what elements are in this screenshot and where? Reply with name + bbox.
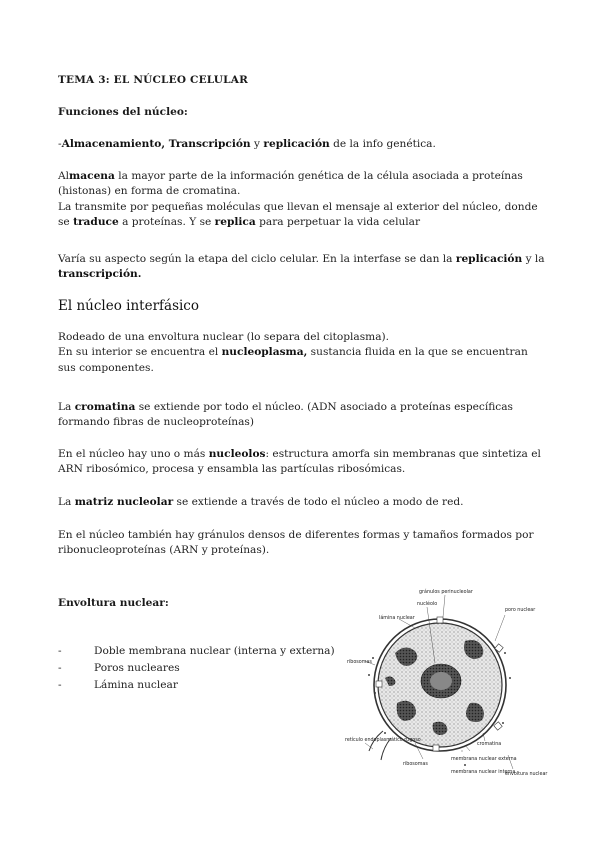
page-title: TEMA 3: EL NÚCLEO CELULAR [58, 74, 249, 86]
label-nucleolo: nucléolo [417, 602, 438, 607]
text: En el núcleo hay uno o más [58, 448, 209, 460]
bold-text: traduce [73, 216, 119, 229]
heading-funciones: Funciones del núcleo: [58, 106, 188, 118]
text: a proteínas. Y se [118, 216, 215, 229]
text: se extiende por todo el núcleo. (ADN asociado a proteínas específicas formando fibras de nucleoproteínas) [58, 401, 513, 429]
text: La transmite por pequeñas moléculas que llevan el mensaje al exterior del núcleo, donde se [58, 200, 538, 229]
list-dash: - [58, 679, 62, 691]
text: Rodeado de una envoltura nuclear (lo separa del citoplasma). [58, 331, 390, 343]
text: y [250, 138, 264, 150]
text: : estructura amorfa sin membranas que sintetiza el ARN ribosómico, procesa y ensambla las partículas ribosómicas. [58, 448, 541, 476]
list-item-text: Doble membrana nuclear (interna y externa) [94, 645, 335, 657]
label-envoltura: envoltura nuclear [505, 772, 548, 777]
bold-text: cromatina [74, 401, 136, 413]
paragraph-granulos: En el núcleo también hay gránulos densos de diferentes formas y tamaños formados por ribonucleoproteínas (ARN y proteínas). [58, 529, 534, 557]
text: y la [522, 253, 545, 265]
label-cromatina: cromatina [477, 742, 502, 747]
text: Varía su aspecto según la etapa del ciclo celular. En la interfase se dan la [58, 253, 456, 265]
list-dash: - [58, 662, 62, 674]
bold-text: replicación [455, 253, 523, 265]
text: para perpetuar la vida celular [255, 216, 421, 229]
text: La [58, 401, 75, 413]
bold-text: matriz nucleolar [74, 496, 174, 508]
paragraph-nucleolos [58, 447, 546, 478]
label-membrana-externa: membrana nuclear externa [451, 757, 517, 762]
paragraph-varia [58, 252, 546, 283]
text: se extiende a través de todo el núcleo a modo de red. [173, 496, 464, 508]
bold-text: , [161, 138, 169, 150]
label-ribosomas-2: ribosomas [403, 762, 428, 767]
heading-nucleo-interfasico: El núcleo interfásico [58, 298, 199, 314]
list-item [58, 643, 338, 660]
bold-text: macena [69, 170, 115, 182]
nucleolus [421, 664, 461, 698]
paragraph-almacena [58, 169, 546, 231]
label-membrana-interna: membrana nuclear interna [451, 770, 516, 775]
label-ribosomas: ribosomas [347, 660, 372, 665]
paragraph-matriz [58, 495, 546, 510]
list-item [58, 660, 338, 677]
bold-text: Transcripción [168, 138, 251, 150]
paragraph-funciones-list [58, 137, 546, 152]
list-dash: - [58, 645, 62, 657]
bold-text: replicación [263, 138, 330, 150]
text: de la info genética. [329, 138, 436, 150]
label-lamina: lámina nuclear [379, 616, 415, 621]
bold-text: nucleoplasma, [221, 346, 308, 359]
paragraph-cromatina [58, 400, 546, 431]
dash: - [58, 138, 62, 150]
paragraph-rodeado [58, 330, 546, 376]
label-poro: poro nuclear [505, 608, 536, 613]
list-item [58, 677, 338, 694]
bold-text: Almacenamiento [61, 138, 162, 150]
bold-text: transcripción. [58, 268, 142, 281]
list-item-text: Lámina nuclear [94, 679, 178, 691]
text: En su interior se encuentra el [58, 346, 222, 359]
nucleus-diagram [345, 583, 548, 783]
text: la mayor parte de la información genética de la célula asociada a proteínas (histonas) en forma de cromatina. [58, 170, 523, 198]
text: Al [58, 170, 70, 182]
envoltura-list [58, 643, 338, 694]
heading-envoltura-nuclear: Envoltura nuclear: [58, 597, 169, 609]
rough-er [369, 731, 391, 760]
bold-text: nucleolos [208, 448, 266, 460]
list-item-text: Poros nucleares [94, 662, 180, 674]
bold-text: replica [214, 216, 256, 229]
text: La [58, 496, 75, 508]
text: sustancia fluida en la que se encuentran sus componentes. [58, 346, 528, 374]
label-granulos: gránulos perinucleolar [419, 590, 473, 595]
label-reticulo: retículo endoplasmático rugoso [345, 738, 421, 743]
